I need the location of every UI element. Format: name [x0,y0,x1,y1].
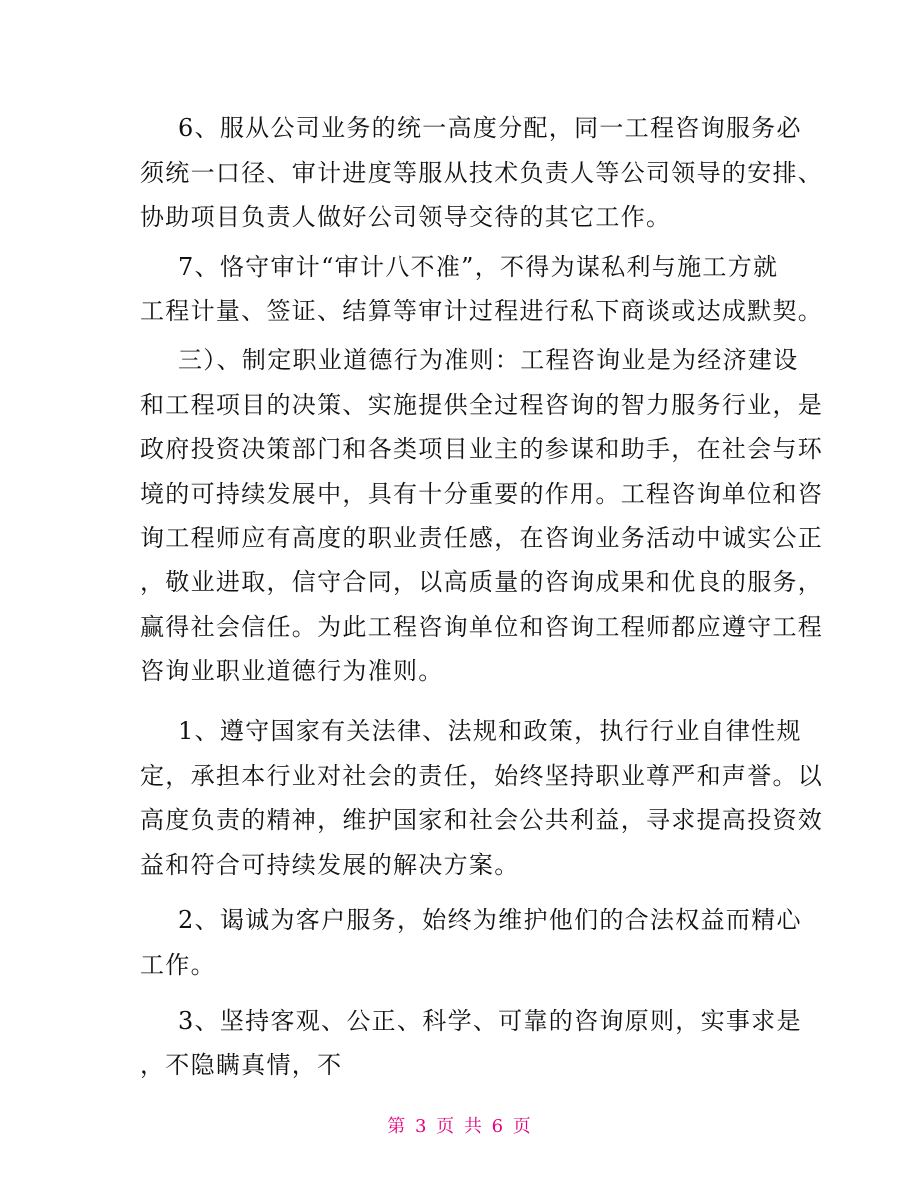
paragraph-line-21: ，不隐瞒真情，不 [140,1051,343,1079]
paragraph-line-18: 2、谒诚为客户服务，始终为维护他们的合法权益而精心 [178,906,802,934]
paragraph-line-15: 定，承担本行业对社会的责任，始终坚持职业尊严和声誉。以 [140,762,824,790]
paragraph-line-12: 赢得社会信任。为此工程咨询单位和咨询工程师都应遵守工程 [140,613,824,641]
paragraph-line-2: 须统一口径、审计进度等服从技术负责人等公司领导的安排、 [140,159,824,187]
paragraph-line-14: 1、遵守国家有关法律、法规和政策，执行行业自律性规 [178,717,802,745]
paragraph-line-4: 7、恪守审计“审计八不准”，不得为谋私利与施工方就 [178,253,779,281]
paragraph-line-7: 和工程项目的决策、实施提供全过程咨询的智力服务行业，是 [140,391,824,419]
paragraph-line-17: 益和符合可持续发展的解决方案。 [140,851,520,879]
paragraph-line-8: 政府投资决策部门和各类项目业主的参谋和助手，在社会与环 [140,435,824,463]
paragraph-line-5: 工程计量、签证、结算等审计过程进行私下商谈或达成默契。 [140,297,824,325]
paragraph-line-10: 询工程师应有高度的职业责任感，在咨询业务活动中诚实公正 [140,524,824,552]
paragraph-line-1: 6、服从公司业务的统一高度分配，同一工程咨询服务必 [178,114,802,142]
paragraph-line-19: 工作。 [140,951,216,979]
paragraph-line-16: 高度负责的精神，维护国家和社会公共利益，寻求提高投资效 [140,806,824,834]
paragraph-line-20: 3、坚持客观、公正、科学、可靠的咨询原则，实事求是 [178,1007,802,1035]
paragraph-line-9: 境的可持续发展中，具有十分重要的作用。工程咨询单位和咨 [140,480,824,508]
paragraph-line-6: 三）、制定职业道德行为准则：工程咨询业是为经济建设 [178,346,799,374]
paragraph-line-3: 协助项目负责人做好公司领导交待的其它工作。 [140,203,672,231]
paragraph-line-11: ，敬业进取，信守合同，以高质量的咨询成果和优良的服务， [140,568,824,596]
page-number-footer: 第 3 页 共 6 页 [387,1116,533,1137]
paragraph-line-13: 咨询业职业道德行为准则。 [140,657,444,685]
